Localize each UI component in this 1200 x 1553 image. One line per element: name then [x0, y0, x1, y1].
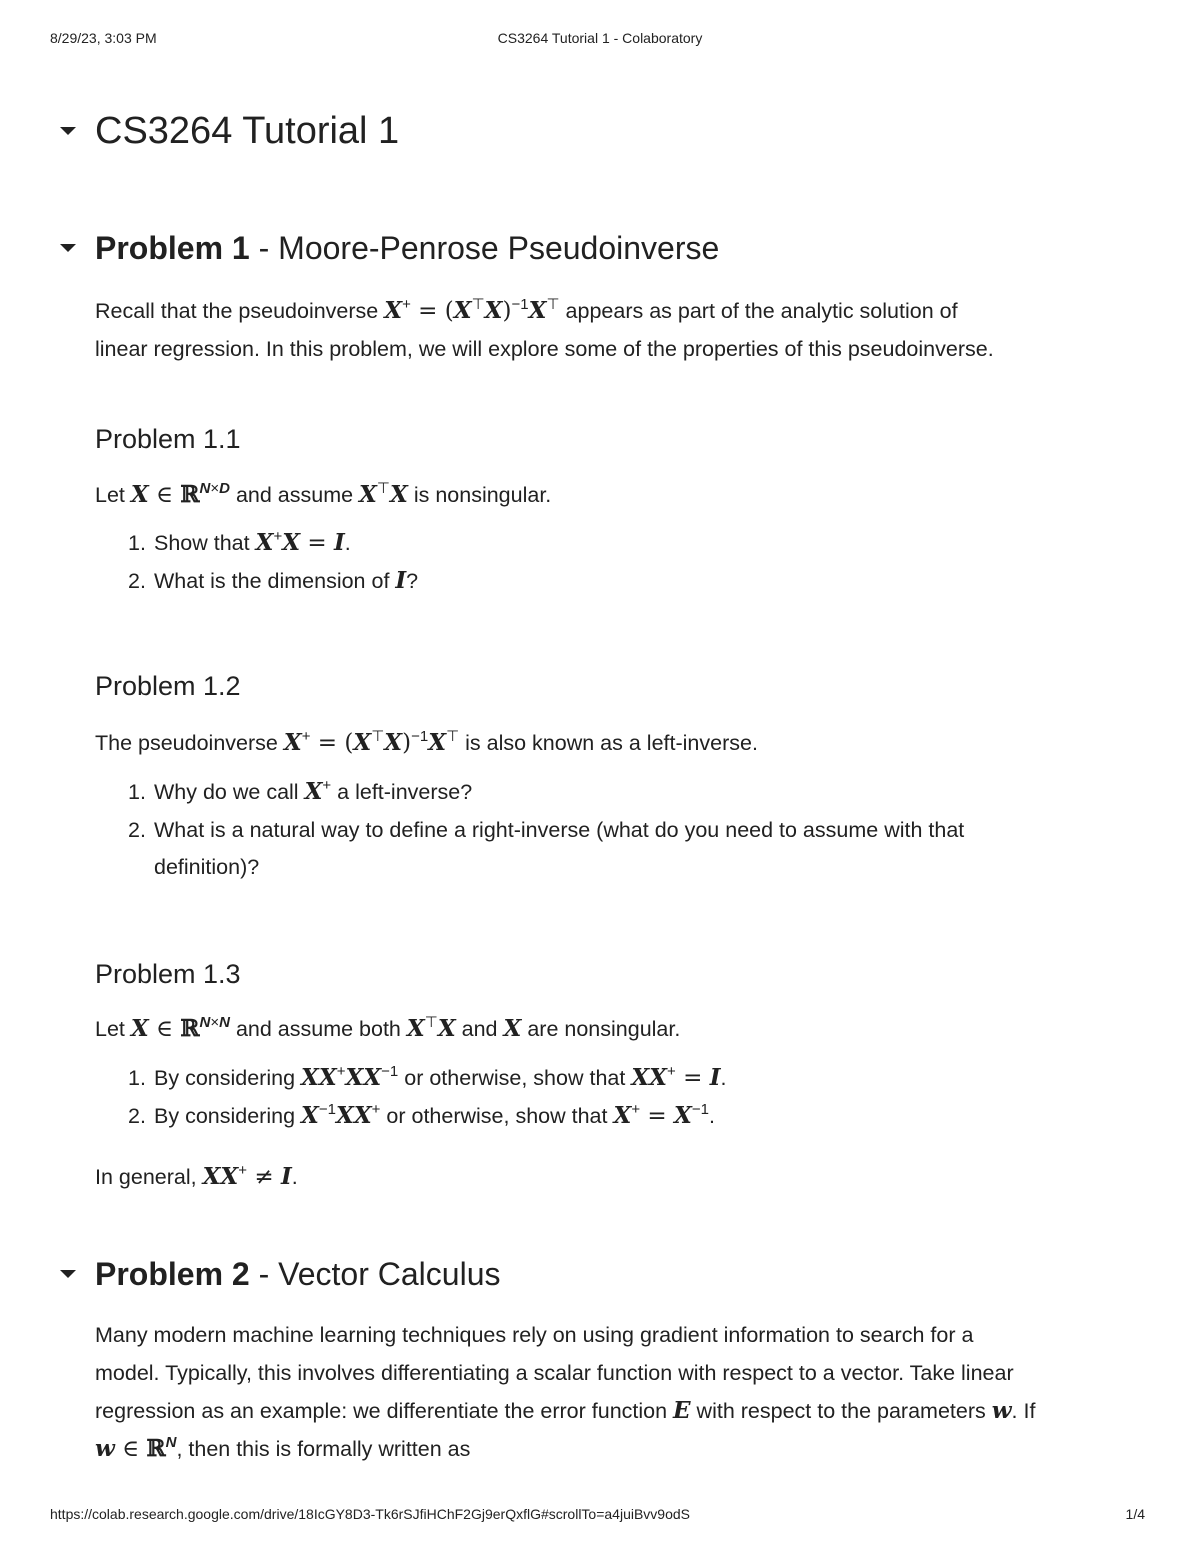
- problem1-1-heading: Problem 1.1: [95, 424, 241, 454]
- problem1-2-statement: The pseudoinverse $X^+ = (X^⊤X)^{-1}X^⊤$ is also known as a left-inverse.: [95, 728, 758, 756]
- problem1-3-general-note: In general, XX+ ≠ I.: [95, 1162, 298, 1190]
- problem1-heading: Problem 1 - Moore-Penrose Pseudoinverse: [95, 230, 720, 266]
- list-item: 2. What is a natural way to define a right-inverse (what do you need to assume with that: [128, 818, 965, 842]
- list-item: 2. What is the dimension of I?: [128, 567, 419, 594]
- problem1-intro-line2: linear regression. In this problem, we will explore some of the properties of this pseudoinverse.: [95, 337, 994, 361]
- problem1-3-heading: Problem 1.3: [95, 959, 241, 989]
- problem1-collapse-toggle-icon[interactable]: [60, 244, 76, 252]
- print-datetime: 8/29/23, 3:03 PM: [50, 30, 157, 46]
- problem2-para-line3: regression as an example: we differentiate the error function E with respect to the parameters w. If: [95, 1397, 1036, 1424]
- list-item: 2. By considering $X^{-1}XX^+$ or otherwise, show that $X^+ = X^{-1}$.: [128, 1101, 715, 1129]
- problem2-para-line4: w ∈ ℝ$^N$, then this is formally written as: [95, 1434, 471, 1462]
- notebook-title: CS3264 Tutorial 1: [95, 110, 400, 152]
- list-item-continuation: definition)?: [154, 855, 260, 879]
- problem2-collapse-toggle-icon[interactable]: [60, 1270, 76, 1278]
- problem1-3-statement: Let X ∈ ℝ$^{N\times N}$ and assume both X⊤X and X are nonsingular.: [95, 1014, 681, 1042]
- print-url: https://colab.research.google.com/drive/18IcGY8D3-Tk6rSJfiHChF2Gj9erQxflG#scrollTo=a4juiBvv9odS: [50, 1506, 691, 1522]
- problem2-heading: Problem 2 - Vector Calculus: [95, 1256, 501, 1292]
- problem1-2-heading: Problem 1.2: [95, 671, 241, 701]
- list-item: 1. By considering $XX^+XX^{-1}$ or otherwise, show that XX+ = I.: [128, 1063, 727, 1091]
- problem1-1-statement: Let X ∈ ℝ$^{N\times D}$ and assume X⊤X is nonsingular.: [95, 480, 552, 508]
- problem2-para-line2: model. Typically, this involves differentiating a scalar function with respect to a vector. Take linear: [95, 1361, 1014, 1385]
- list-item: 1. Why do we call X+ a left-inverse?: [128, 777, 473, 805]
- print-page-title: CS3264 Tutorial 1 - Colaboratory: [497, 30, 703, 46]
- section-collapse-toggle-icon[interactable]: [60, 127, 76, 135]
- list-item: 1. Show that X+X = I.: [128, 528, 351, 556]
- print-page-number: 1/4: [1125, 1506, 1145, 1522]
- problem2-para-line1: Many modern machine learning techniques rely on using gradient information to search for a: [95, 1323, 974, 1347]
- problem1-intro-line1: Recall that the pseudoinverse $X^+ = (X^⊤X)^{-1}X^⊤$ appears as part of the analytic solution of: [95, 296, 958, 324]
